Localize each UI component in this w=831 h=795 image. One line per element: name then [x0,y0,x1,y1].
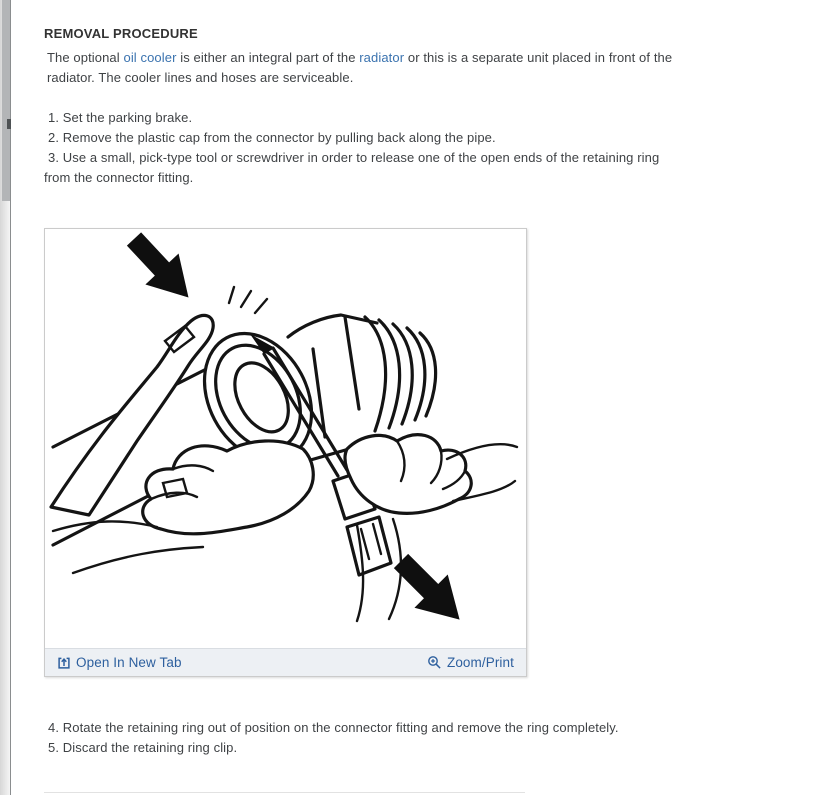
step-4 [44,718,704,738]
step-2 [44,128,684,148]
magnifier-plus-icon [427,655,442,670]
oil-cooler-link[interactable]: oil cooler [123,50,177,65]
scrollbar-thumb[interactable] [2,0,10,201]
radiator-link[interactable]: radiator [359,50,405,65]
step-2-text: Remove the plastic cap from the connector by pulling back along the pipe. [62,130,496,145]
zoom-print-label: Zoom/Print [446,654,514,670]
procedure-steps-bottom [44,718,704,758]
intro-text-end: or this is a separate unit placed in front of the radiator. The cooler lines and hoses are serviceable. [47,50,673,85]
step-5-number: 5. [48,740,60,755]
impact-marks [229,287,267,313]
figure-box [44,228,527,677]
open-in-new-tab-button[interactable] [57,656,182,670]
step-4-text: Rotate the retaining ring out of position on the connector fitting and remove the ring completely. [62,720,619,735]
step-4-number: 4. [48,720,60,735]
figure-toolbar [45,648,526,676]
next-figure-top-edge [44,792,525,793]
step-1 [44,108,684,128]
intro-text-start: The optional [47,50,120,65]
step-1-text: Set the parking brake. [62,110,193,125]
step-3 [44,148,684,188]
splitter-handle-icon[interactable] [7,119,11,129]
article-content [44,0,688,793]
connector-illustration [45,229,526,648]
step-1-number: 1. [48,110,60,125]
procedure-steps-top [44,108,684,188]
step-3-text: Use a small, pick-type tool or screwdriver in order to release one of the open ends of the retaining ring from the connector fitting. [44,150,660,185]
step-5-text: Discard the retaining ring clip. [62,740,238,755]
zoom-print-button[interactable] [427,655,514,670]
left-scrollbar [0,0,11,795]
section-heading: REMOVAL PROCEDURE [44,26,198,41]
open-in-new-tab-icon [57,656,71,670]
open-in-new-tab-label: Open In New Tab [76,654,182,670]
intro-text-middle: is either an integral part of the [180,50,356,65]
down-arrow-top [117,229,205,313]
step-2-number: 2. [48,130,60,145]
step-5 [44,738,704,758]
step-3-number: 3. [48,150,60,165]
intro-paragraph [44,48,687,88]
